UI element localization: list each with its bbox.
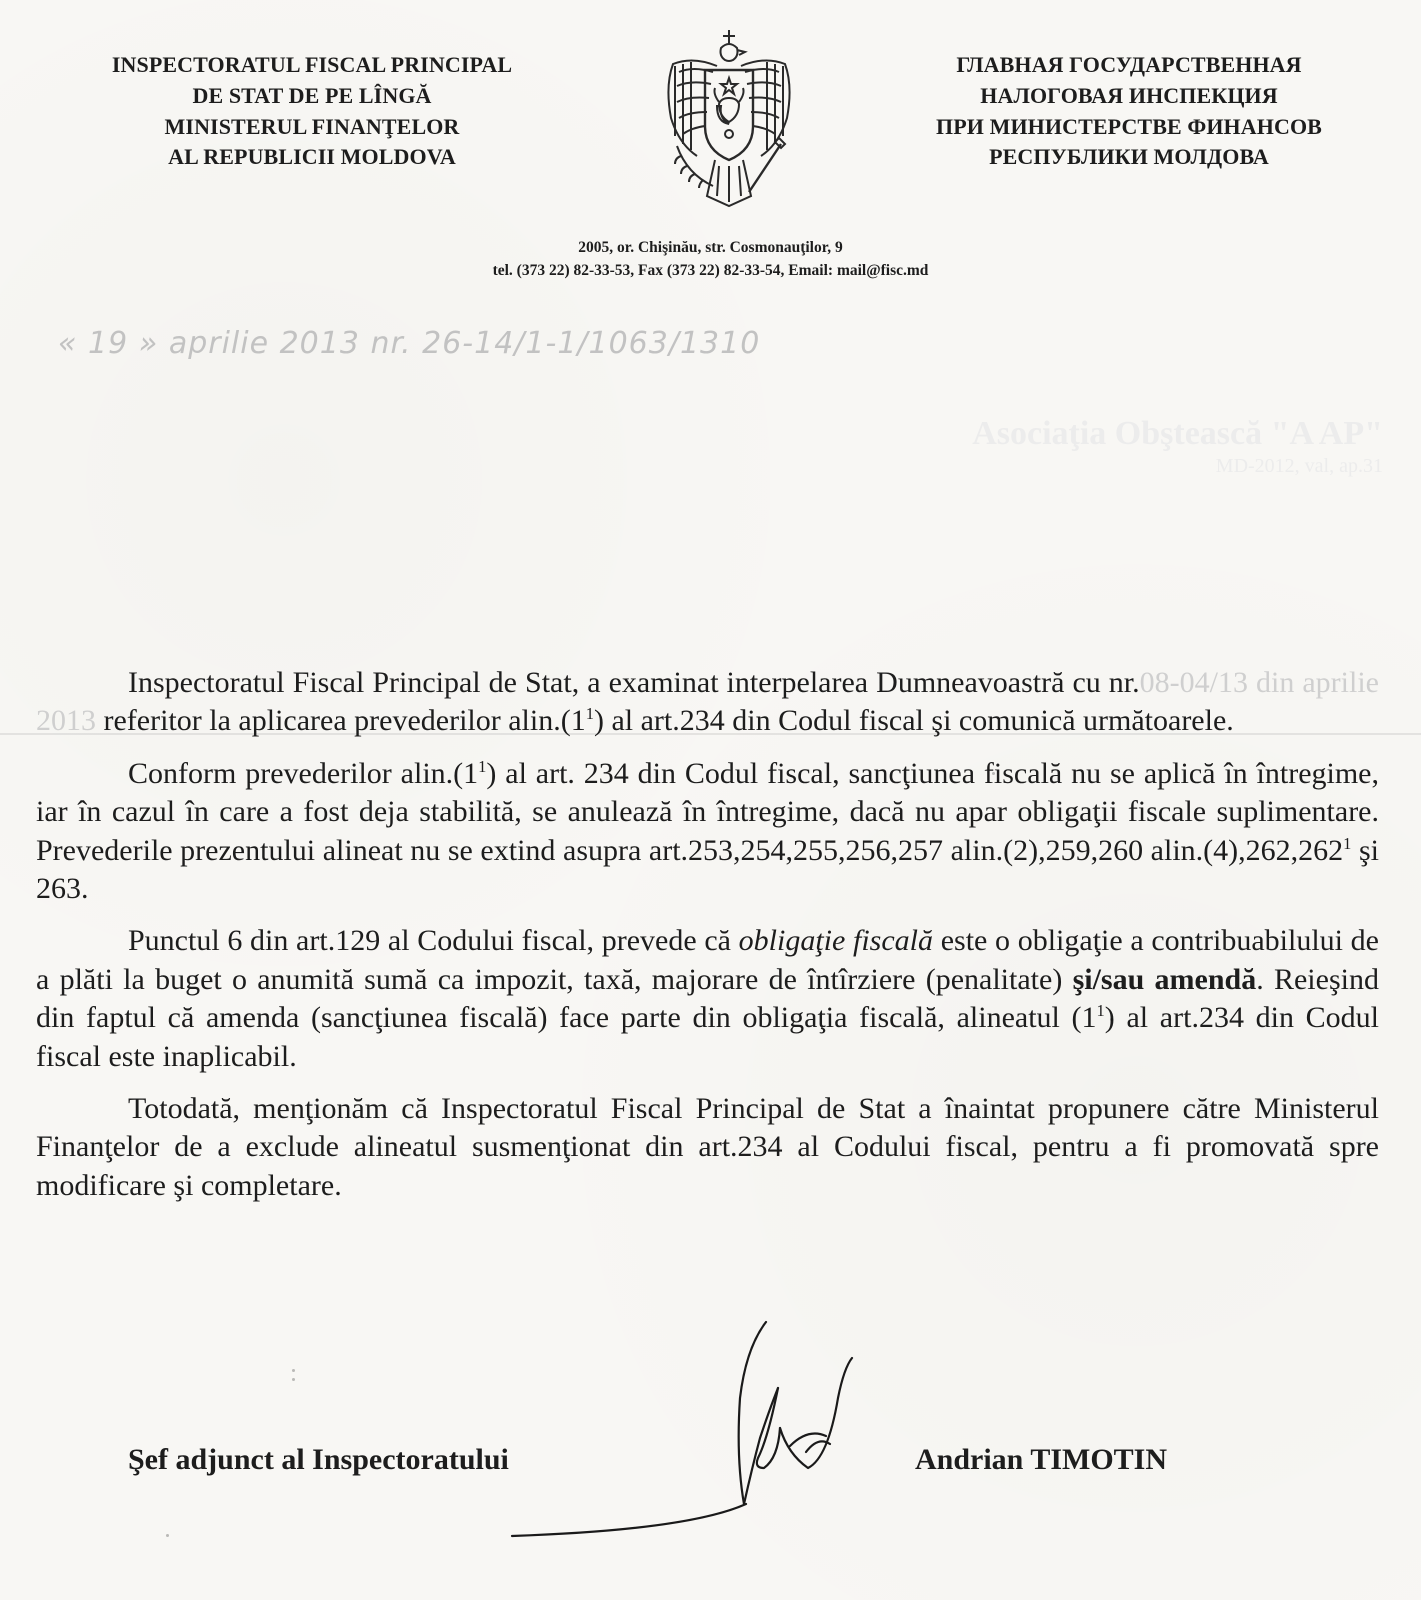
scan-speck — [292, 1369, 295, 1372]
letter-body — [36, 664, 1379, 1219]
faded-reference: 08-04/13 din aprilie 2013 — [36, 666, 1379, 738]
header-line: AL REPUBLICII MOLDOVA — [168, 144, 456, 170]
recipient-name: Asociaţia Obştească "A AP" — [972, 415, 1383, 452]
paragraph-2 — [36, 755, 1379, 909]
signatory-title: Şef adjunct al Inspectoratului — [128, 1443, 509, 1476]
text-span: este o obligaţie a contribuabilului de a plăti la buget o anumită sumă ca impozit, taxă, majorare de întîrziere (penalitate) — [36, 924, 1379, 996]
scan-speck — [992, 772, 995, 775]
coat-of-arms-icon — [657, 26, 801, 211]
bold-term: şi/sau amendă — [1072, 962, 1257, 996]
header-romanian — [52, 50, 572, 173]
paragraph-1 — [36, 664, 1379, 741]
address-line: 2005, or. Chişinău, str. Cosmonauţilor, 9 — [578, 239, 843, 256]
scan-speck — [166, 1534, 169, 1537]
text-span: ) al art.234 din Codul fiscal este inaplicabil. — [36, 1001, 1379, 1073]
text-span: şi 263. — [36, 833, 1379, 905]
signatory-name: Andrian TIMOTIN — [915, 1443, 1168, 1476]
header-line: ПРИ МИНИСТЕРСТВЕ ФИНАНСОВ — [936, 113, 1322, 139]
superscript: 1 — [585, 704, 594, 724]
header-line: ГЛАВНАЯ ГОСУДАРСТВЕННАЯ — [956, 52, 1302, 77]
text-span: Punctul 6 din art.129 al Codului fiscal, prevede că — [128, 924, 739, 958]
reference-number: « 19 » aprilie 2013 nr. 26-14/1-1/1063/1310 — [58, 326, 761, 361]
header-line: DE STAT DE PE LÎNGĂ — [192, 82, 432, 108]
superscript: 1 — [1096, 1001, 1105, 1021]
signature-block — [0, 1443, 1421, 1543]
superscript: 1 — [478, 756, 487, 776]
text-span: Inspectoratul Fiscal Principal de Stat, a examinat interpelarea Dumneavoastră cu nr. — [128, 666, 1140, 699]
contact-line: tel. (373 22) 82-33-53, Fax (373 22) 82-33-54, Email: mail@fisc.md — [492, 262, 929, 280]
header-line: НАЛОГОВАЯ ИНСПЕКЦИЯ — [980, 82, 1278, 108]
paragraph-4: Totodată, menţionăm că Inspectoratul Fiscal Principal de Stat a înaintat propunere către Ministerul Finanţelor de a exclude alineatul susmenţionat din art.234 al Codului fiscal, pentru a fi promovată spre modificare şi completare. — [36, 1091, 1379, 1202]
header-line: INSPECTORATUL FISCAL PRINCIPAL — [111, 52, 513, 77]
superscript: 1 — [1343, 833, 1352, 853]
contact-block — [0, 236, 1421, 283]
recipient-block — [972, 414, 1383, 478]
text-span: referitor la aplicarea prevederilor alin.(1 — [96, 704, 586, 738]
scan-speck — [292, 1378, 295, 1381]
text-span: Conform prevederilor alin.(1 — [128, 756, 479, 790]
paragraph-3 — [36, 922, 1379, 1076]
header-russian — [884, 50, 1374, 173]
text-span: ) al art.234 din Codul fiscal şi comunică următoarele. — [593, 704, 1234, 738]
header-line: РЕСПУБЛИКИ МОЛДОВА — [989, 144, 1269, 170]
scan-speck — [1110, 1018, 1113, 1021]
header-line: MINISTERUL FINANŢELOR — [164, 113, 460, 139]
text-span: . Reieşind din faptul că amenda (sancţiunea fiscală) face parte din obligaţia fiscală, alineatul (1 — [36, 962, 1379, 1035]
text-span: ) al art. 234 din Codul fiscal, sancţiunea fiscală nu se aplică în întregime, iar în cazul în care a fost deja stabilită, se anulează în întregime, dacă nu apar obligaţii fiscale suplimentare. Prevederile prezentului alineat nu se extind asupra art.253,254,255,256,257 alin.(2),259,260 alin.(4),262,262 — [36, 756, 1379, 867]
recipient-address: MD-2012, val, ap.31 — [1215, 454, 1383, 477]
italic-term: obligaţie fiscală — [738, 924, 934, 958]
